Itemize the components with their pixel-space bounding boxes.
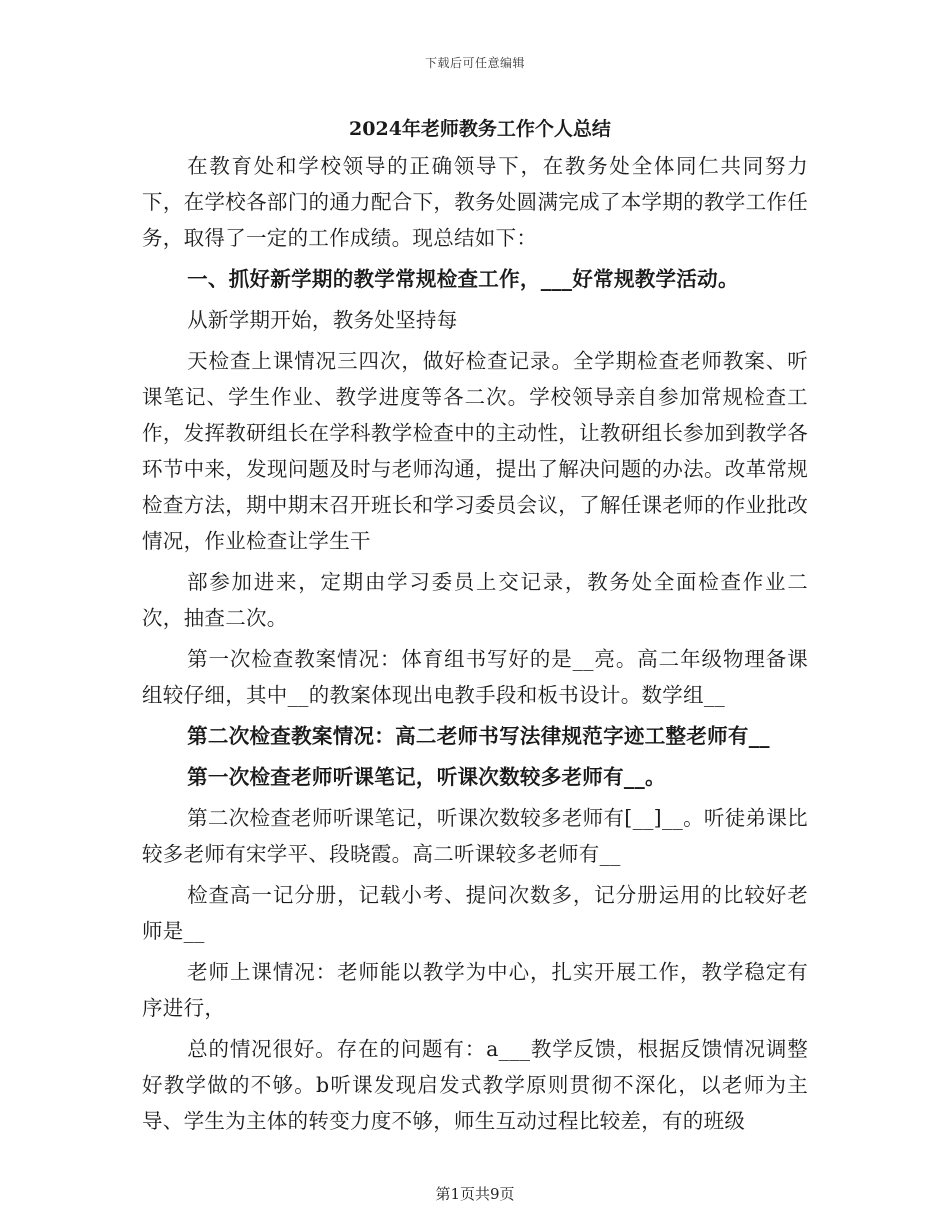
paragraph: 从新学期开始，教务处坚持每 — [187, 308, 458, 332]
document-title: 2024年老师教务工作个人总结 — [349, 118, 611, 140]
paragraph: 第一次检查教案情况：体育组书写好的是__亮。高二年级物理备课组较仔细，其中__的教案体现出电教手段和板书设计。数学组__ — [142, 647, 808, 707]
paragraph: 总的情况很好。存在的问题有：a___教学反馈，根据反馈情况调整好教学做的不够。b听课发现启发式教学原则贯彻不深化，以老师为主导、学生为主体的转变力度不够，师生互动过程比较差，有的班级 — [142, 1037, 808, 1133]
paragraph-intro: 在教育处和学校领导的正确领导下，在教务处全体同仁共同努力下，在学校各部门的通力配合下，教务处圆满完成了本学期的教学工作任务，取得了一定的工作成绩。现总结如下： — [142, 154, 808, 250]
page-number: 第1页共9页 — [435, 1185, 515, 1203]
bold-paragraph: 第一次检查老师听课笔记，听课次数较多老师有__。 — [187, 765, 666, 789]
paragraph: 部参加进来，定期由学习委员上交记录，教务处全面检查作业二次，抽查二次。 — [142, 570, 808, 630]
paragraph: 老师上课情况：老师能以教学为中心，扎实开展工作，教学稳定有序进行， — [142, 960, 808, 1020]
page-header: 下载后可任意编辑 — [424, 56, 525, 70]
paragraph: 天检查上课情况三四次，做好检查记录。全学期检查老师教案、听课笔记、学生作业、教学进度等各二次。学校领导亲自参加常规检查工作，发挥教研组长在学科教学检查中的主动性，让教研组长参加到教学各环节中来，发现问题及时与老师沟通，提出了解决问题的办法。改革常规检查方法，期中期末召开班长和学习委员会议，了解任课老师的作业批改情况，作业检查让学生干 — [142, 349, 808, 553]
section-heading-1: 一、抓好新学期的教学常规检查工作，___好常规教学活动。 — [187, 267, 739, 291]
paragraph: 第二次检查老师听课笔记，听课次数较多老师有[__]__。听徒弟课比较多老师有宋学平、段晓霞。高二听课较多老师有__ — [142, 806, 808, 866]
paragraph: 检查高一记分册，记载小考、提问次数多，记分册运用的比较好老师是__ — [142, 883, 808, 943]
bold-paragraph: 第二次检查教案情况：高二老师书写法律规范字迹工整老师有__ — [187, 724, 770, 748]
document-body — [142, 112, 808, 1144]
